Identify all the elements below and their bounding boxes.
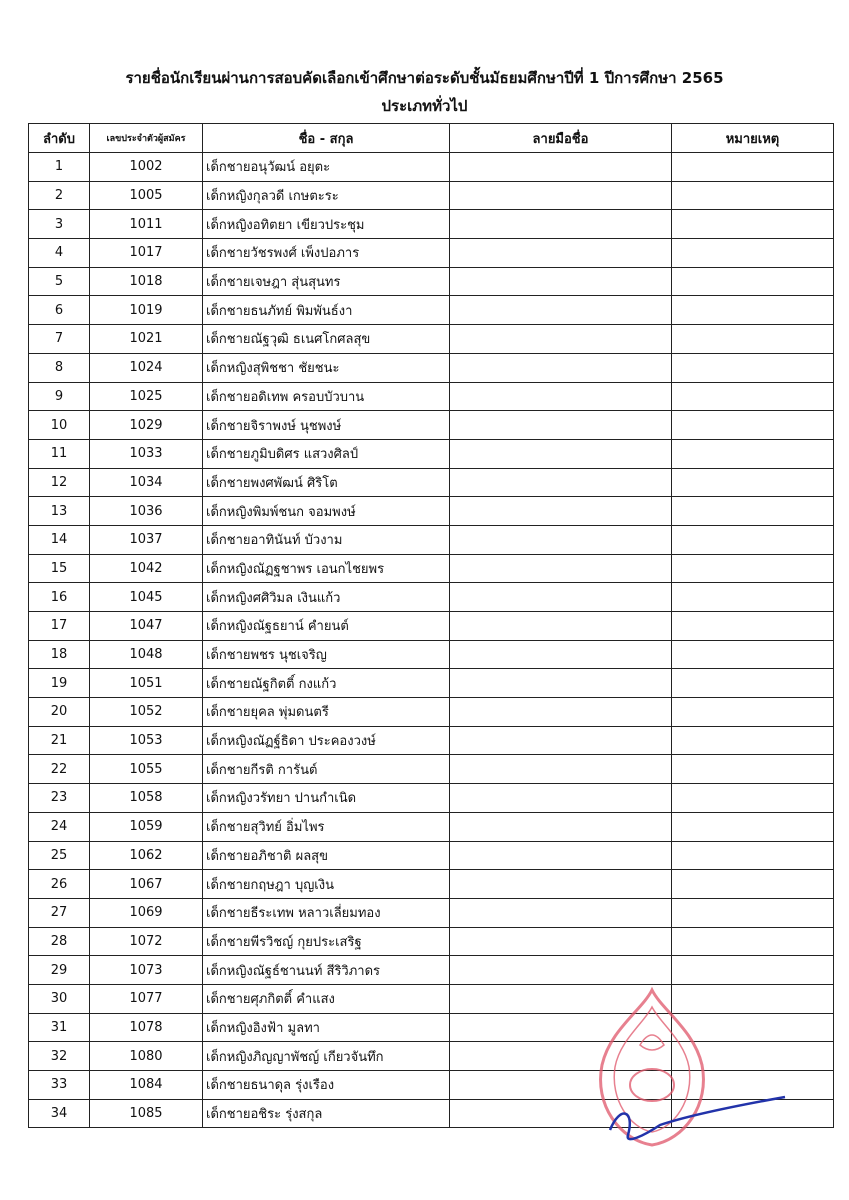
row-seq: 24 (29, 812, 90, 841)
row-applicant-no: 1002 (90, 153, 203, 182)
row-note-cell (672, 353, 834, 382)
row-seq: 21 (29, 726, 90, 755)
row-applicant-no: 1033 (90, 439, 203, 468)
row-signature-cell (450, 612, 672, 641)
table-row (29, 956, 834, 985)
row-note-cell (672, 210, 834, 239)
table-row (29, 669, 834, 698)
row-applicant-no: 1080 (90, 1042, 203, 1071)
table-row (29, 210, 834, 239)
table-row (29, 812, 834, 841)
row-seq: 31 (29, 1013, 90, 1042)
row-seq: 30 (29, 984, 90, 1013)
row-applicant-no: 1034 (90, 468, 203, 497)
row-name: เด็กหญิงณัฐธยาน์ คำยนต์ (203, 612, 450, 641)
row-applicant-no: 1069 (90, 898, 203, 927)
row-seq: 5 (29, 267, 90, 296)
row-signature-cell (450, 267, 672, 296)
table-row (29, 726, 834, 755)
row-applicant-no: 1011 (90, 210, 203, 239)
row-note-cell (672, 497, 834, 526)
row-name: เด็กชายอดิเทพ ครอบบัวบาน (203, 382, 450, 411)
row-note-cell (672, 468, 834, 497)
row-name: เด็กชายพีรวิชญ์ กุยประเสริฐ (203, 927, 450, 956)
row-seq: 32 (29, 1042, 90, 1071)
row-note-cell (672, 669, 834, 698)
row-note-cell (672, 755, 834, 784)
row-name: เด็กชายธีระเทพ หลาวเลี่ยมทอง (203, 898, 450, 927)
row-applicant-no: 1017 (90, 239, 203, 268)
row-name: เด็กชายพชร นุชเจริญ (203, 640, 450, 669)
row-applicant-no: 1037 (90, 525, 203, 554)
row-signature-cell (450, 927, 672, 956)
row-note-cell (672, 153, 834, 182)
row-applicant-no: 1042 (90, 554, 203, 583)
row-name: เด็กชายกฤษฎา บุญเงิน (203, 870, 450, 899)
table-row (29, 296, 834, 325)
table-row (29, 870, 834, 899)
table-row (29, 898, 834, 927)
row-note-cell (672, 267, 834, 296)
row-name: เด็กชายเจษฎา สุ่นสุนทร (203, 267, 450, 296)
row-signature-cell (450, 411, 672, 440)
row-seq: 11 (29, 439, 90, 468)
row-note-cell (672, 726, 834, 755)
row-name: เด็กชายวัชรพงศ์ เพ็งปอภาร (203, 239, 450, 268)
header-signature: ลายมือชื่อ (450, 124, 672, 153)
row-name: เด็กหญิงศศิวิมล เงินแก้ว (203, 583, 450, 612)
row-signature-cell (450, 525, 672, 554)
row-seq: 27 (29, 898, 90, 927)
row-name: เด็กหญิงอิงฟ้า มูลทา (203, 1013, 450, 1042)
row-note-cell (672, 411, 834, 440)
row-note-cell (672, 870, 834, 899)
document-title: รายชื่อนักเรียนผ่านการสอบคัดเลือกเข้าศึกษาต่อระดับชั้นมัธยมศึกษาปีที่ 1 ปีการศึกษา 2565 (125, 69, 724, 87)
row-name: เด็กชายณัฐกิตติ์ กงแก้ว (203, 669, 450, 698)
row-note-cell (672, 698, 834, 727)
row-note-cell (672, 525, 834, 554)
table-row (29, 612, 834, 641)
row-applicant-no: 1055 (90, 755, 203, 784)
row-seq: 10 (29, 411, 90, 440)
row-note-cell (672, 927, 834, 956)
row-seq: 18 (29, 640, 90, 669)
table-row (29, 411, 834, 440)
table-row (29, 497, 834, 526)
row-applicant-no: 1051 (90, 669, 203, 698)
school-seal (590, 985, 790, 1155)
row-seq: 2 (29, 181, 90, 210)
row-name: เด็กชายอาทินันท์ บัวงาม (203, 525, 450, 554)
row-name: เด็กหญิงอทิตยา เขียวประชุม (203, 210, 450, 239)
row-signature-cell (450, 153, 672, 182)
row-applicant-no: 1053 (90, 726, 203, 755)
row-applicant-no: 1025 (90, 382, 203, 411)
row-name: เด็กหญิงสุพิชชา ชัยชนะ (203, 353, 450, 382)
row-seq: 17 (29, 612, 90, 641)
row-signature-cell (450, 583, 672, 612)
row-signature-cell (450, 812, 672, 841)
row-signature-cell (450, 382, 672, 411)
row-name: เด็กชายอนุวัฒน์ อยุตะ (203, 153, 450, 182)
row-note-cell (672, 554, 834, 583)
row-seq: 1 (29, 153, 90, 182)
table-row (29, 153, 834, 182)
row-note-cell (672, 640, 834, 669)
row-note-cell (672, 181, 834, 210)
row-applicant-no: 1047 (90, 612, 203, 641)
row-applicant-no: 1072 (90, 927, 203, 956)
row-name: เด็กหญิงณัฏฐ์ธิดา ประคองวงษ์ (203, 726, 450, 755)
row-applicant-no: 1067 (90, 870, 203, 899)
header-seq: ลำดับ (29, 124, 90, 153)
table-row (29, 382, 834, 411)
row-note-cell (672, 239, 834, 268)
row-applicant-no: 1024 (90, 353, 203, 382)
row-name: เด็กชายอชิระ รุ่งสกุล (203, 1099, 450, 1128)
row-applicant-no: 1036 (90, 497, 203, 526)
row-seq: 16 (29, 583, 90, 612)
table-body (29, 153, 834, 1128)
table-row (29, 325, 834, 354)
row-applicant-no: 1021 (90, 325, 203, 354)
table-row (29, 927, 834, 956)
table-row (29, 181, 834, 210)
row-signature-cell (450, 353, 672, 382)
header-note: หมายเหตุ (672, 124, 834, 153)
row-signature-cell (450, 640, 672, 669)
row-name: เด็กชายธนภัทย์ พิมพันธ์งา (203, 296, 450, 325)
row-name: เด็กชายภูมิบดิศร แสวงศิลป์ (203, 439, 450, 468)
row-signature-cell (450, 870, 672, 899)
row-name: เด็กชายพงศพัฒน์ ศิริโต (203, 468, 450, 497)
row-note-cell (672, 296, 834, 325)
table-row (29, 841, 834, 870)
document-subtitle: ประเภททั่วไป (381, 97, 468, 115)
row-seq: 15 (29, 554, 90, 583)
row-name: เด็กชายสุวิทย์ อิ่มไพร (203, 812, 450, 841)
row-applicant-no: 1045 (90, 583, 203, 612)
row-signature-cell (450, 296, 672, 325)
row-name: เด็กชายณัฐวุฒิ ธเนศโกศลสุข (203, 325, 450, 354)
row-signature-cell (450, 841, 672, 870)
row-signature-cell (450, 439, 672, 468)
row-signature-cell (450, 497, 672, 526)
row-seq: 7 (29, 325, 90, 354)
row-signature-cell (450, 239, 672, 268)
row-signature-cell (450, 325, 672, 354)
header-name: ชื่อ - สกุล (203, 124, 450, 153)
table-row (29, 353, 834, 382)
row-applicant-no: 1058 (90, 784, 203, 813)
row-seq: 26 (29, 870, 90, 899)
row-applicant-no: 1029 (90, 411, 203, 440)
row-seq: 34 (29, 1099, 90, 1128)
row-applicant-no: 1048 (90, 640, 203, 669)
table-row (29, 640, 834, 669)
row-applicant-no: 1073 (90, 956, 203, 985)
row-applicant-no: 1005 (90, 181, 203, 210)
row-seq: 33 (29, 1071, 90, 1100)
row-note-cell (672, 382, 834, 411)
row-note-cell (672, 439, 834, 468)
row-name: เด็กชายยุคล พุ่มดนตรี (203, 698, 450, 727)
table-row (29, 468, 834, 497)
table-row (29, 698, 834, 727)
row-name: เด็กหญิงณัฏฐชาพร เอนกไชยพร (203, 554, 450, 583)
row-note-cell (672, 956, 834, 985)
row-seq: 23 (29, 784, 90, 813)
row-seq: 12 (29, 468, 90, 497)
row-seq: 28 (29, 927, 90, 956)
row-seq: 8 (29, 353, 90, 382)
row-applicant-no: 1062 (90, 841, 203, 870)
student-roster-table (28, 123, 834, 1128)
row-seq: 19 (29, 669, 90, 698)
row-applicant-no: 1052 (90, 698, 203, 727)
row-name: เด็กหญิงณัฐธ์ชานนท์ สีริวิภาดร (203, 956, 450, 985)
row-name: เด็กหญิงกุลวดี เกษตะระ (203, 181, 450, 210)
row-note-cell (672, 812, 834, 841)
row-note-cell (672, 583, 834, 612)
table-row (29, 554, 834, 583)
row-signature-cell (450, 210, 672, 239)
row-note-cell (672, 784, 834, 813)
table-header-row (29, 124, 834, 153)
row-signature-cell (450, 956, 672, 985)
row-applicant-no: 1019 (90, 296, 203, 325)
row-applicant-no: 1084 (90, 1071, 203, 1100)
header-applicant-no: เลขประจำตัวผู้สมัคร (90, 124, 203, 153)
row-seq: 20 (29, 698, 90, 727)
row-signature-cell (450, 784, 672, 813)
row-note-cell (672, 612, 834, 641)
row-seq: 14 (29, 525, 90, 554)
row-seq: 22 (29, 755, 90, 784)
seal-emblem (630, 1069, 674, 1101)
table-row (29, 784, 834, 813)
row-signature-cell (450, 726, 672, 755)
seal-graphic (590, 985, 790, 1155)
row-seq: 9 (29, 382, 90, 411)
row-signature-cell (450, 698, 672, 727)
row-applicant-no: 1085 (90, 1099, 203, 1128)
row-note-cell (672, 325, 834, 354)
table-row (29, 439, 834, 468)
table-row (29, 755, 834, 784)
row-name: เด็กชายกีรติ การันต์ (203, 755, 450, 784)
seal-outline (601, 990, 704, 1145)
row-signature-cell (450, 554, 672, 583)
row-name: เด็กชายธนาดุล รุ่งเรือง (203, 1071, 450, 1100)
row-applicant-no: 1078 (90, 1013, 203, 1042)
row-signature-cell (450, 898, 672, 927)
row-seq: 3 (29, 210, 90, 239)
row-signature-cell (450, 468, 672, 497)
row-seq: 29 (29, 956, 90, 985)
row-seq: 25 (29, 841, 90, 870)
seal-crown (640, 1035, 664, 1050)
row-seq: 6 (29, 296, 90, 325)
row-name: เด็กชายอภิชาติ ผลสุข (203, 841, 450, 870)
row-signature-cell (450, 755, 672, 784)
row-seq: 4 (29, 239, 90, 268)
row-applicant-no: 1059 (90, 812, 203, 841)
row-applicant-no: 1077 (90, 984, 203, 1013)
signature-icon (610, 1097, 785, 1139)
row-name: เด็กหญิงวรัทยา ปานกำเนิด (203, 784, 450, 813)
row-seq: 13 (29, 497, 90, 526)
row-signature-cell (450, 669, 672, 698)
row-note-cell (672, 841, 834, 870)
table-row (29, 267, 834, 296)
row-signature-cell (450, 181, 672, 210)
row-name: เด็กหญิงพิมพ์ชนก จอมพงษ์ (203, 497, 450, 526)
row-name: เด็กชายศุภกิตติ์ คำแสง (203, 984, 450, 1013)
row-note-cell (672, 898, 834, 927)
table-row (29, 239, 834, 268)
table-row (29, 525, 834, 554)
row-name: เด็กหญิงภิญญาพัชญ์ เกียวจันทึก (203, 1042, 450, 1071)
row-name: เด็กชายจิราพงษ์ นุชพงษ์ (203, 411, 450, 440)
table-row (29, 583, 834, 612)
row-applicant-no: 1018 (90, 267, 203, 296)
